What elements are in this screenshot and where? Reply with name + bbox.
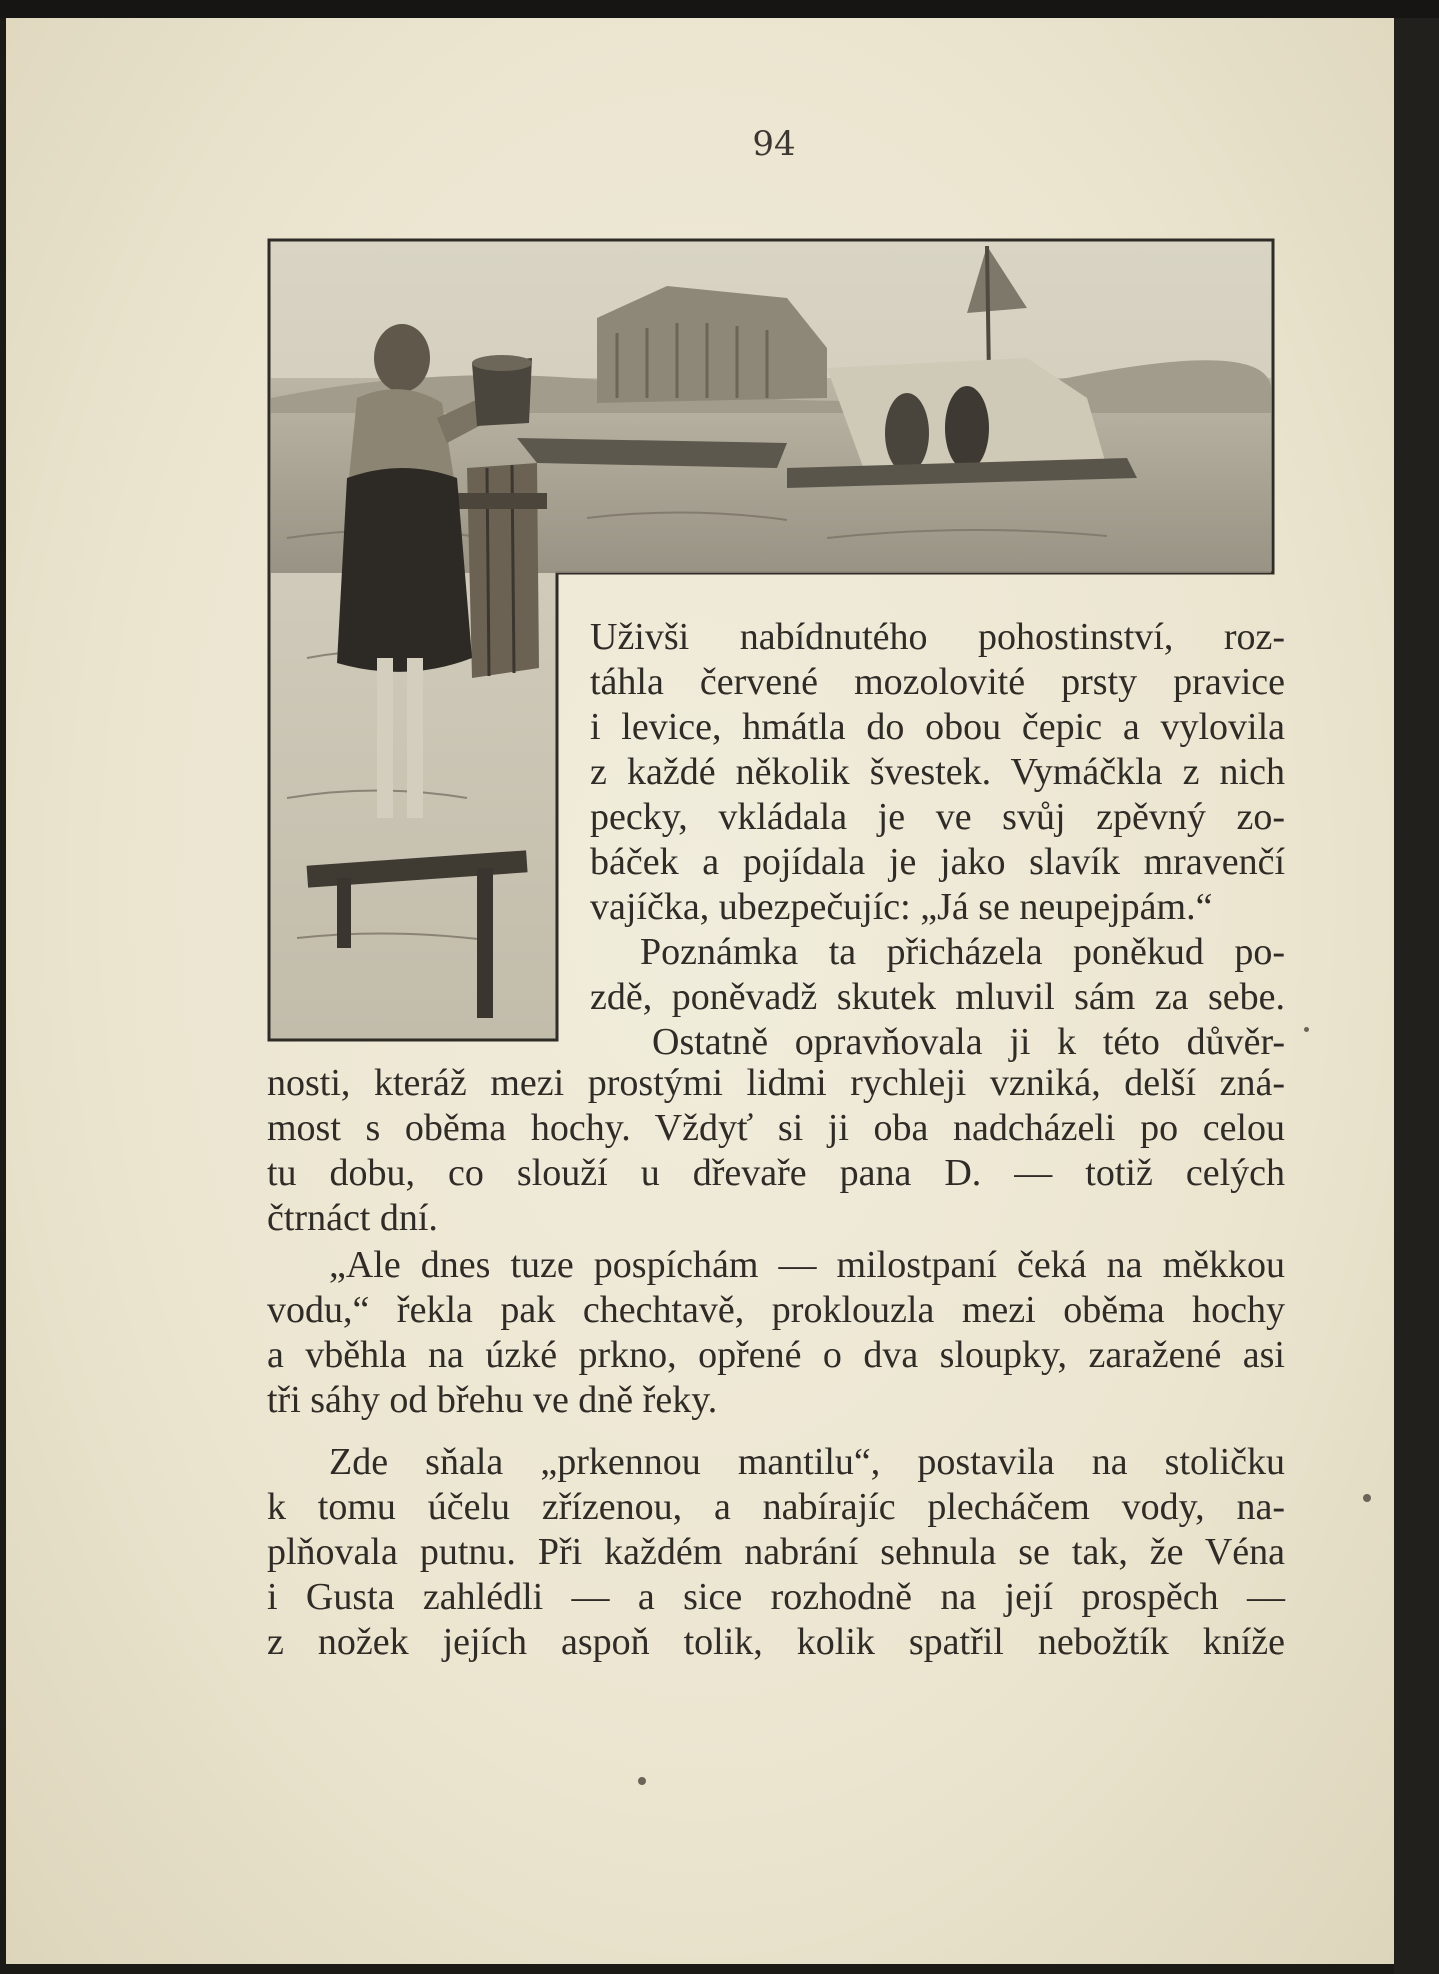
paragraph-wrap bbox=[590, 615, 1285, 1065]
text-line: z nožek jejích aspoň tolik, kolik spatřil nebožtík kníže bbox=[267, 1621, 1285, 1663]
text-line: k tomu účelu zřízenou, a nabírajíc plecháčem vody, na- bbox=[267, 1486, 1285, 1528]
text-line: tři sáhy od břehu ve dně řeky. bbox=[267, 1379, 718, 1421]
text-line: čtrnáct dní. bbox=[267, 1197, 438, 1239]
text-line: zdě, poněvadž skutek mluvil sám za sebe. bbox=[590, 976, 1285, 1018]
text-line: pecky, vkládala je ve svůj zpěvný zo- bbox=[590, 796, 1285, 838]
text-line: Zde sňala „prkennou mantilu“, postavila na stoličku bbox=[329, 1441, 1285, 1483]
scan-right-edge bbox=[1394, 18, 1439, 1974]
text-line: z každé několik švestek. Vymáčkla z nich bbox=[590, 751, 1285, 793]
text-line: vodu,“ řekla pak chechtavě, proklouzla mezi oběma hochy bbox=[267, 1289, 1285, 1331]
paragraph-3 bbox=[267, 1440, 1285, 1665]
text-line: vajíčka, ubezpečujíc: „Já se neupejpám.“ bbox=[590, 886, 1213, 928]
text-line: báček a pojídala je jako slavík mravenčí bbox=[590, 841, 1285, 883]
scan-speck bbox=[1304, 1027, 1309, 1032]
text-line: Ostatně opravňovala ji k této důvěr- bbox=[652, 1021, 1285, 1063]
text-line: nosti, kteráž mezi prostými lidmi rychleji vzniká, delší zná- bbox=[267, 1062, 1285, 1104]
scan-top-edge bbox=[0, 0, 1439, 18]
text-line: Poznámka ta přicházela poněkud po- bbox=[640, 931, 1285, 973]
text-line: „Ale dnes tuze pospíchám — milostpaní čeká na měkkou bbox=[329, 1244, 1285, 1286]
paragraph-2 bbox=[267, 1243, 1285, 1423]
scan-speck bbox=[638, 1777, 646, 1785]
text-line: plňovala putnu. Při každém nabrání sehnula se tak, že Véna bbox=[267, 1531, 1285, 1573]
scan-speck bbox=[1363, 1494, 1371, 1502]
text-line: most s oběma hochy. Vždyť si ji oba nadcházeli po celou bbox=[267, 1107, 1285, 1149]
text-line: Uživši nabídnutého pohostinství, roz- bbox=[590, 616, 1285, 658]
paragraph-full bbox=[267, 1061, 1285, 1241]
text-line: táhla červené mozolovité prsty pravice bbox=[590, 661, 1285, 703]
text-line: tu dobu, co slouží u dřevaře pana D. — totiž celých bbox=[267, 1152, 1285, 1194]
text-line: i levice, hmátla do obou čepic a vylovila bbox=[590, 706, 1285, 748]
page-number: 94 bbox=[752, 124, 796, 164]
text-line: a vběhla na úzké prkno, opřené o dva sloupky, zaražené asi bbox=[267, 1334, 1285, 1376]
text-line: i Gusta zahlédli — a sice rozhodně na její prospěch — bbox=[267, 1576, 1285, 1618]
